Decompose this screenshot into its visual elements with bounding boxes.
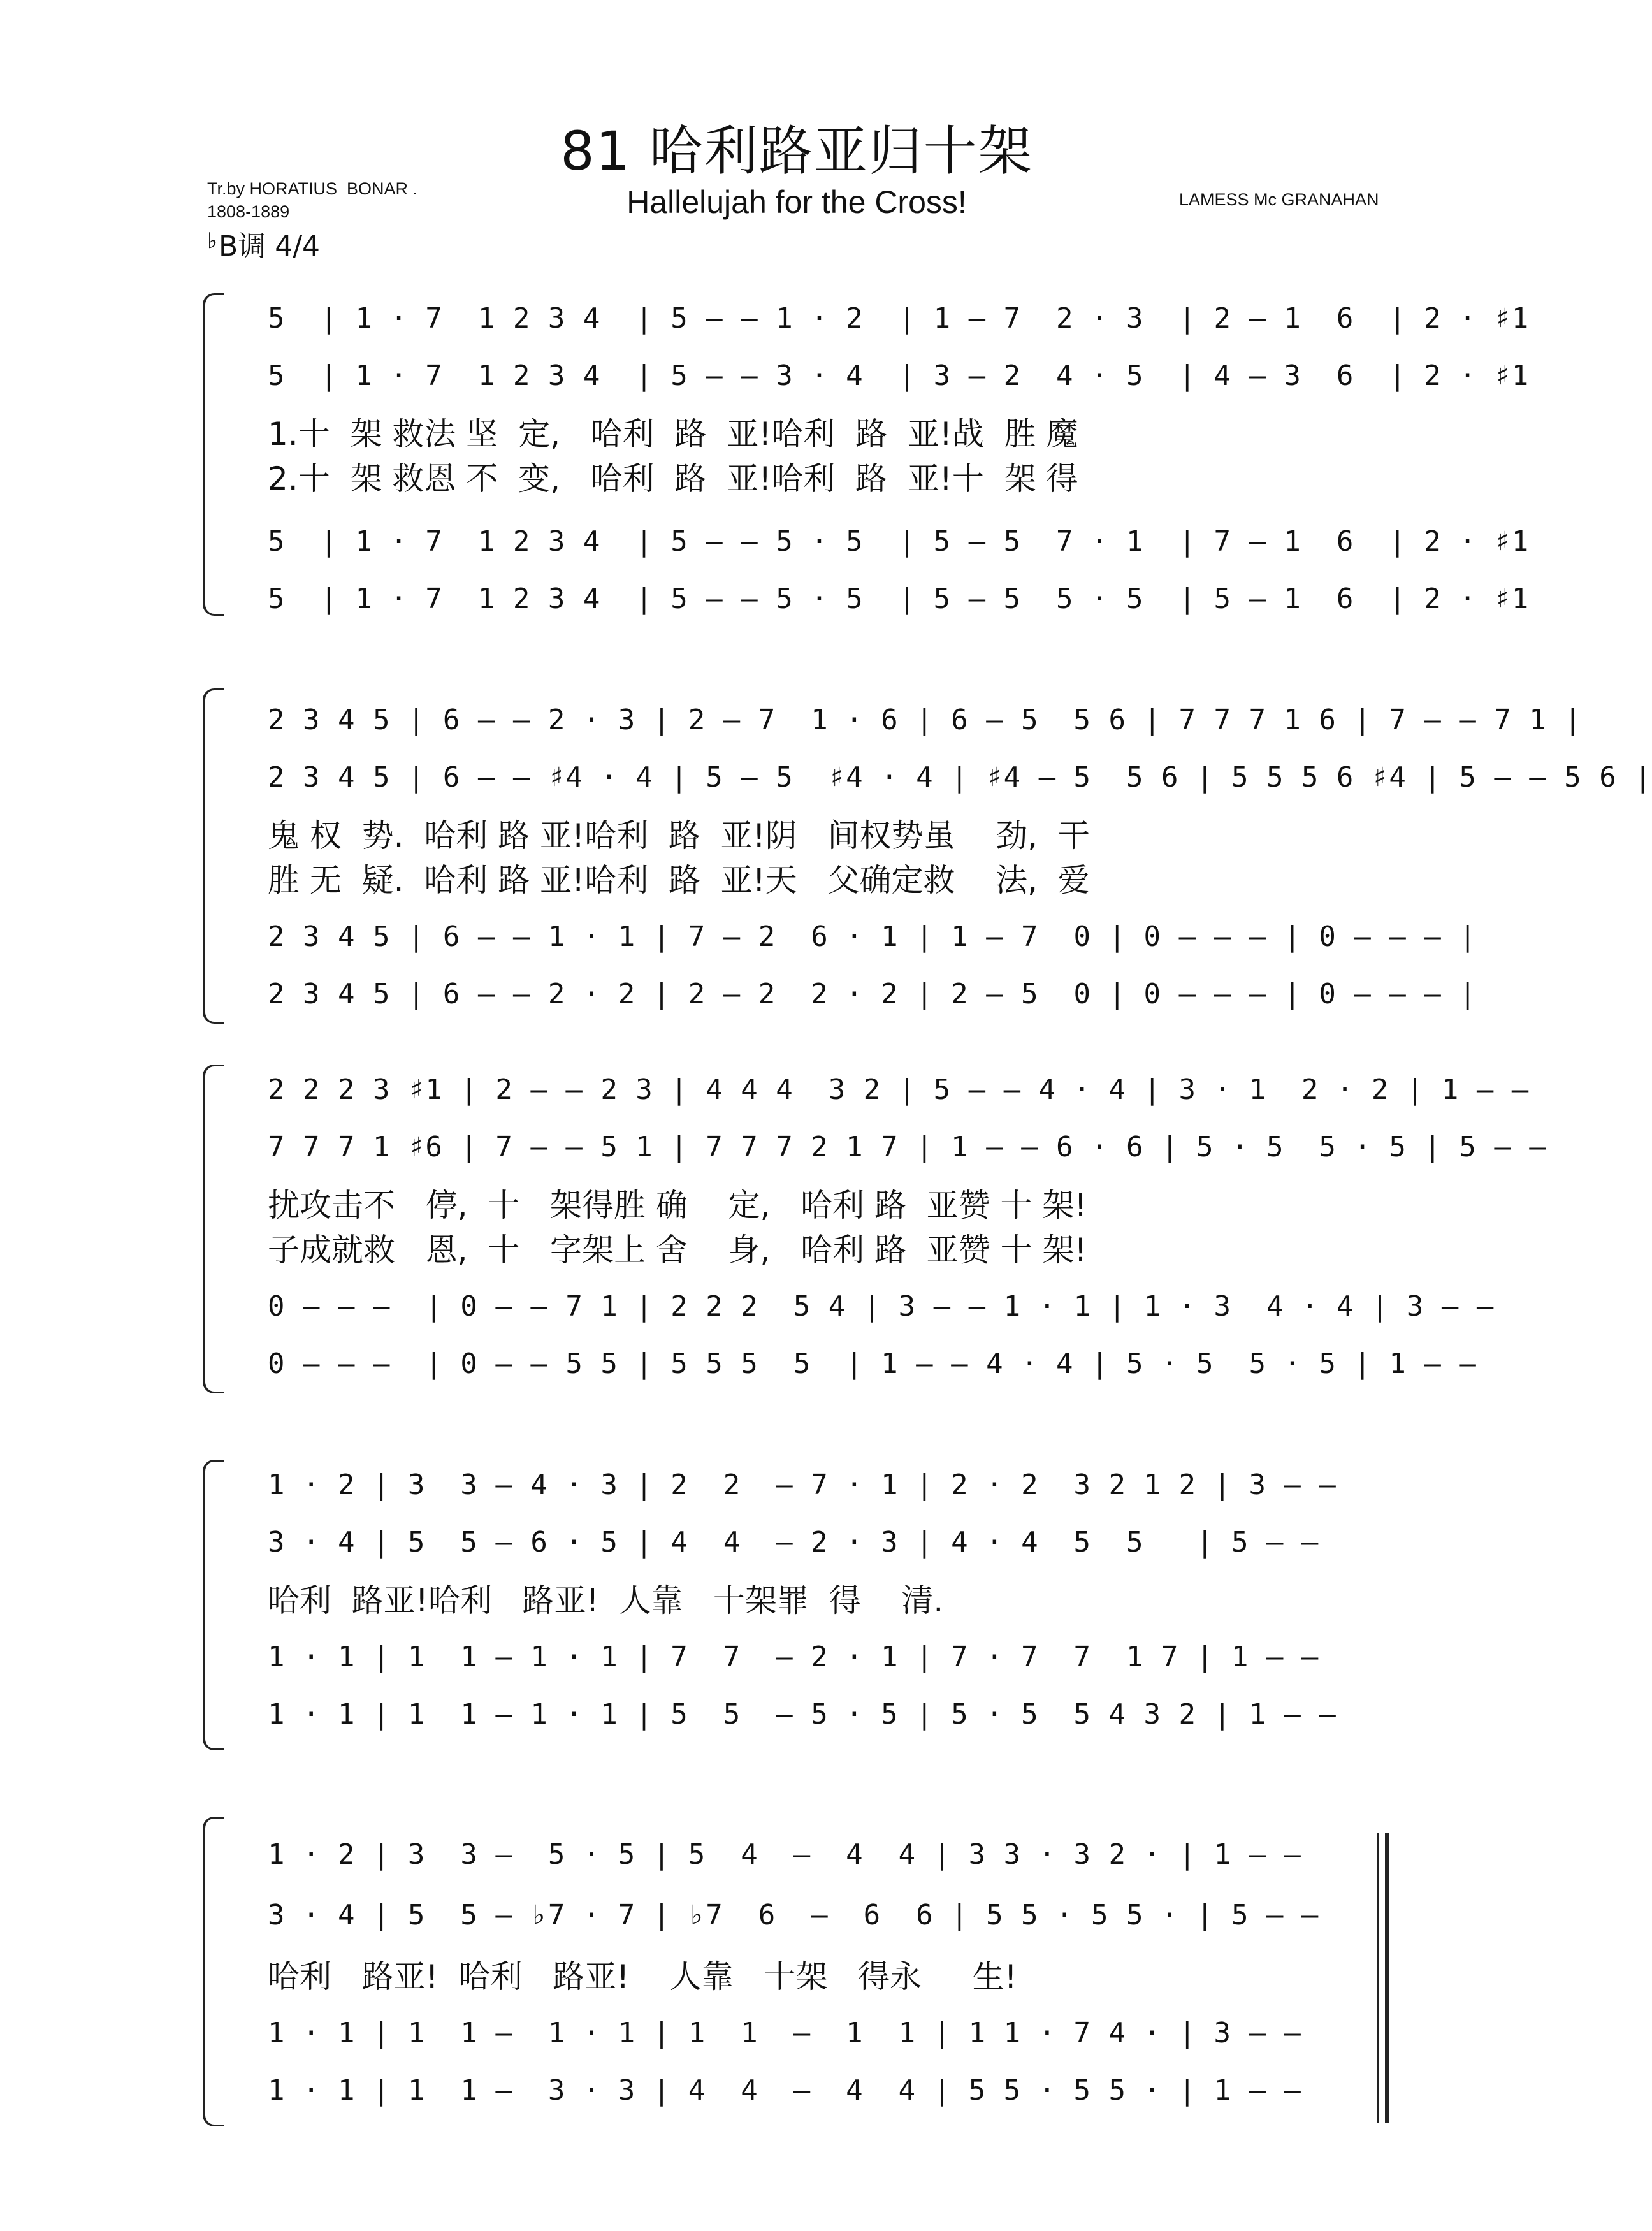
key-label: B调 4/4 bbox=[219, 230, 321, 263]
translator-credit: Tr.by HORATIUS BONAR . 1808-1889 bbox=[207, 179, 418, 221]
final-barline bbox=[1377, 1833, 1389, 2123]
bass-line: 2 3 4 5 | 6 — — 2 · 2 | 2 — 2 2 · 2 | 2 — 5 0 | 0 — — — | 0 — — — | bbox=[268, 978, 1477, 1010]
system-brace bbox=[203, 1065, 224, 1393]
alto-line: 3 · 4 | 5 5 — 6 · 5 | 4 4 — 2 · 3 | 4 · 4 5 5 | 5 — — bbox=[268, 1526, 1319, 1559]
system-brace bbox=[203, 688, 224, 1024]
lyric-verse-1: 哈利 路亚! 哈利 路亚! 人靠 十架 得永 生! bbox=[268, 1958, 1017, 1995]
system-brace bbox=[203, 1817, 224, 2126]
tenor-line: 0 — — — | 0 — — 7 1 | 2 2 2 5 4 | 3 — — 1 · 1 | 1 · 3 4 · 4 | 3 — — bbox=[268, 1290, 1495, 1323]
system-brace bbox=[203, 1460, 224, 1750]
alto-line: 5 | 1 · 7 1 2 3 4 | 5 — — 3 · 4 | 3 — 2 4 · 5 | 4 — 3 6 | 2 · ♯1 bbox=[268, 360, 1530, 392]
page-subtitle: Hallelujah for the Cross! bbox=[627, 184, 967, 220]
lyric-verse-1: 鬼 权 势. 哈利 路 亚!哈利 路 亚!阴 间权势虽 劲, 干 bbox=[268, 817, 1090, 854]
lyric-verse-2: 胜 无 疑. 哈利 路 亚!哈利 路 亚!天 父确定救 法, 爱 bbox=[268, 862, 1090, 899]
tenor-line: 2 3 4 5 | 6 — — 1 · 1 | 7 — 2 6 · 1 | 1 — 7 0 | 0 — — — | 0 — — — | bbox=[268, 920, 1477, 953]
alto-line: 7 7 7 1 ♯6 | 7 — — 5 1 | 7 7 7 2 1 7 | 1 — — 6 · 6 | 5 · 5 5 · 5 | 5 — — bbox=[268, 1131, 1547, 1163]
key-signature bbox=[207, 223, 320, 264]
alto-line: 3 · 4 | 5 5 — ♭7 · 7 | ♭7 6 — 6 6 | 5 5 · 5 5 · | 5 — — bbox=[268, 1899, 1319, 1931]
system-brace bbox=[203, 293, 224, 616]
system-5 bbox=[0, 1798, 1593, 2135]
soprano-line: 1 · 2 | 3 3 — 4 · 3 | 2 2 — 7 · 1 | 2 · 2 3 2 1 2 | 3 — — bbox=[268, 1469, 1337, 1501]
tenor-line: 5 | 1 · 7 1 2 3 4 | 5 — — 5 · 5 | 5 — 5 7 · 1 | 7 — 1 6 | 2 · ♯1 bbox=[268, 525, 1530, 558]
soprano-line: 1 · 2 | 3 3 — 5 · 5 | 5 4 — 4 4 | 3 3 · 3 2 · | 1 — — bbox=[268, 1838, 1301, 1871]
soprano-line: 5 | 1 · 7 1 2 3 4 | 5 — — 1 · 2 | 1 — 7 2 · 3 | 2 — 1 6 | 2 · ♯1 bbox=[268, 302, 1530, 335]
lyric-verse-1: 1.十 架 救法 坚 定, 哈利 路 亚!哈利 路 亚!战 胜 魔 bbox=[268, 416, 1078, 453]
bass-line: 0 — — — | 0 — — 5 5 | 5 5 5 5 | 1 — — 4 · 4 | 5 · 5 5 · 5 | 1 — — bbox=[268, 1348, 1477, 1380]
page-title: 81 哈利路亚归十架 bbox=[560, 120, 1033, 182]
lyric-verse-2: 子成就救 恩, 十 字架上 舍 身, 哈利 路 亚赞 十 架! bbox=[268, 1232, 1087, 1268]
alto-line: 2 3 4 5 | 6 — — ♯4 · 4 | 5 — 5 ♯4 · 4 | ♯4 — 5 5 6 | 5 5 5 6 ♯4 | 5 — — 5 6 | bbox=[268, 761, 1652, 794]
bass-line: 1 · 1 | 1 1 — 1 · 1 | 5 5 — 5 · 5 | 5 · 5 5 4 3 2 | 1 — — bbox=[268, 1698, 1337, 1731]
system-2 bbox=[0, 682, 1652, 1026]
system-1 bbox=[0, 280, 1593, 625]
soprano-line: 2 3 4 5 | 6 — — 2 · 3 | 2 — 7 1 · 6 | 6 — 5 5 6 | 7 7 7 1 6 | 7 — — 7 1 | bbox=[268, 704, 1582, 736]
soprano-line: 2 2 2 3 ♯1 | 2 — — 2 3 | 4 4 4 3 2 | 5 — — 4 · 4 | 3 · 1 2 · 2 | 1 — — bbox=[268, 1073, 1530, 1106]
system-3 bbox=[0, 1052, 1593, 1396]
composer-credit: LAMESS Mc GRANAHAN bbox=[1179, 190, 1379, 209]
lyric-verse-2: 2.十 架 救恩 不 变, 哈利 路 亚!哈利 路 亚!十 架 得 bbox=[268, 460, 1078, 497]
bass-line: 1 · 1 | 1 1 — 3 · 3 | 4 4 — 4 4 | 5 5 · 5 5 · | 1 — — bbox=[268, 2074, 1301, 2107]
flat-sign: ♭ bbox=[207, 228, 218, 254]
system-4 bbox=[0, 1441, 1593, 1747]
tenor-line: 1 · 1 | 1 1 — 1 · 1 | 7 7 — 2 · 1 | 7 · 7 7 1 7 | 1 — — bbox=[268, 1641, 1319, 1673]
lyric-verse-1: 哈利 路亚!哈利 路亚! 人靠 十架罪 得 清. bbox=[268, 1582, 944, 1619]
lyric-verse-1: 扰攻击不 停, 十 架得胜 确 定, 哈利 路 亚赞 十 架! bbox=[268, 1187, 1087, 1224]
tenor-line: 1 · 1 | 1 1 — 1 · 1 | 1 1 — 1 1 | 1 1 · 7 4 · | 3 — — bbox=[268, 2017, 1301, 2049]
bass-line: 5 | 1 · 7 1 2 3 4 | 5 — — 5 · 5 | 5 — 5 5 · 5 | 5 — 1 6 | 2 · ♯1 bbox=[268, 583, 1530, 615]
